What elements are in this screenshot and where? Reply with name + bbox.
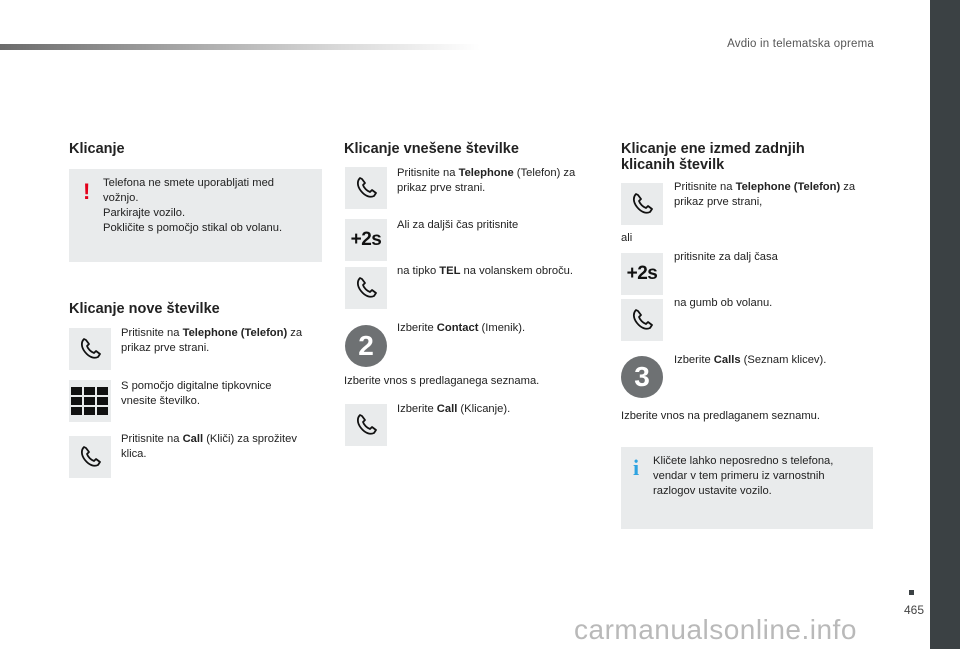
step-text-select-entry: Izberite vnos na predlaganem seznamu.: [621, 410, 821, 422]
long-press-icon: +2s: [621, 253, 663, 295]
section-title-entered-number: Klicanje vnešene številke: [344, 141, 519, 157]
long-press-icon: +2s: [345, 219, 387, 261]
step-number-2: 2: [345, 325, 387, 367]
warning-icon: !: [83, 179, 91, 204]
phone-icon: [345, 267, 387, 309]
page-number: 465: [903, 603, 924, 617]
info-text: Kličete lahko neposredno s telefona, vendar v tem primeru iz varnostnih razlogov ustavite vozilo.: [653, 455, 834, 497]
info-icon: i: [633, 455, 640, 480]
phone-icon: [69, 328, 111, 370]
page-header-title: Avdio in telematska oprema: [727, 38, 874, 50]
phone-icon: [345, 167, 387, 209]
step-text-telephone: Pritisnite na Telephone (Telefon) za prikaz prve strani.: [397, 167, 576, 194]
step-text-calls: Izberite Calls (Seznam klicev).: [674, 354, 827, 366]
phone-icon: [69, 436, 111, 478]
step-text-select-entry: Izberite vnos s predlaganega seznama.: [344, 375, 540, 387]
step-text-contact: Izberite Contact (Imenik).: [397, 322, 526, 334]
step-text-tel: na tipko TEL na volanskem obroču.: [397, 265, 573, 277]
phone-icon: [345, 404, 387, 446]
phone-icon: [621, 183, 663, 225]
watermark: carmanualsonline.info: [574, 614, 857, 645]
chapter-side-strip: [930, 0, 960, 649]
step-text-telephone: Pritisnite na Telephone (Telefon) za prikaz prve strani.: [121, 327, 303, 354]
warning-box: [69, 169, 322, 262]
header-gradient-bar: [0, 44, 480, 50]
step-text-telephone: Pritisnite na Telephone (Telefon) za prikaz prve strani,: [674, 181, 856, 208]
step-text-keypad: S pomočjo digitalne tipkovnice vnesite številko.: [121, 380, 272, 407]
section-title-new-number: Klicanje nove številke: [69, 301, 220, 317]
or-text: ali: [621, 232, 633, 244]
warning-text: Telefona ne smete uporabljati med vožnjo. Parkirajte vozilo. Pokličite s pomočjo stikal ob volanu.: [103, 177, 283, 234]
phone-icon: [621, 299, 663, 341]
step-text-call: Izberite Call (Klicanje).: [397, 403, 511, 415]
page-marker: [909, 590, 914, 595]
step-text-long-press: Ali za daljši čas pritisnite: [397, 219, 519, 231]
step-text-long-press: pritisnite za dalj časa: [674, 251, 778, 263]
info-box: [621, 447, 873, 529]
section-title-recent-calls: Klicanje ene izmed zadnjih klicanih številk: [621, 141, 805, 173]
section-title-klicanje: Klicanje: [69, 141, 125, 157]
step-text-call: Pritisnite na Call (Kliči) za sprožitev klica.: [121, 433, 297, 460]
step-text-wheel-button: na gumb ob volanu.: [674, 297, 773, 309]
keypad-icon: [69, 380, 111, 422]
step-number-3: 3: [621, 356, 663, 398]
